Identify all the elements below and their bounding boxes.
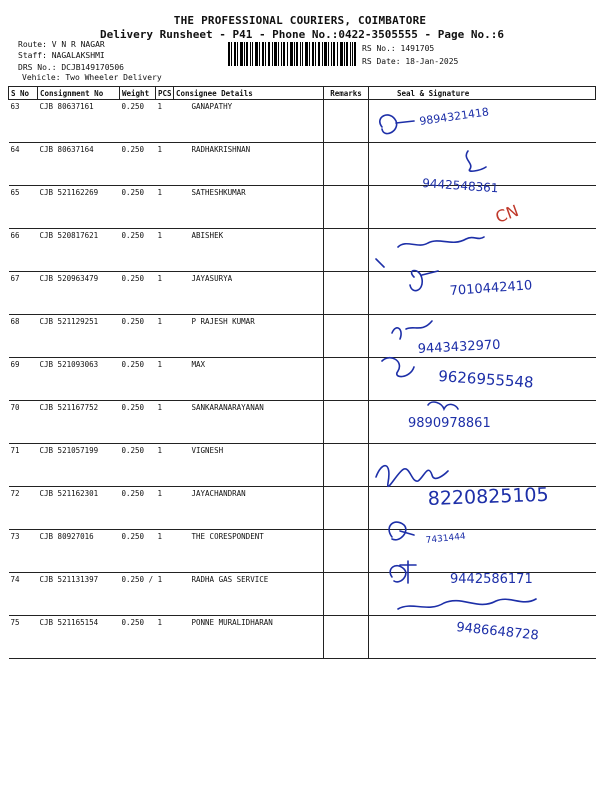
cell-remarks — [324, 401, 369, 444]
cell-sno: 64 — [9, 143, 38, 186]
handwritten-phone-63: 9894321418 — [418, 105, 490, 128]
cell-weight: 0.250 / 1 — [120, 573, 174, 616]
handwritten-phone-75: 9486648728 — [455, 620, 540, 644]
handwritten-phone-73: 7431444 — [425, 531, 467, 546]
cell-sno: 75 — [9, 616, 38, 659]
cell-consignee: JAYACHANDRAN — [174, 487, 324, 530]
signature-scribble-63 — [380, 115, 414, 134]
cell-sno: 63 — [9, 100, 38, 143]
cell-pcs: 1 — [156, 272, 174, 315]
staff: Staff: NAGALAKSHMI — [18, 51, 105, 60]
cell-consignee: JAYASURYA — [174, 272, 324, 315]
header-sno: S No — [9, 87, 38, 100]
cell-remarks — [324, 616, 369, 659]
header-pcs: PCS — [156, 87, 174, 100]
cell-pcs: 1 — [156, 315, 174, 358]
vehicle: Vehicle: Two Wheeler Delivery — [22, 73, 162, 82]
cell-weight: 0.250 — [120, 229, 156, 272]
cell-consignee: MAX — [174, 358, 324, 401]
cell-pcs: 1 — [156, 444, 174, 487]
cell-pcs: 1 — [156, 143, 174, 186]
cell-weight: 0.250 — [120, 616, 156, 659]
cell-remarks — [324, 100, 369, 143]
cell-pcs: 1 — [156, 401, 174, 444]
cell-weight: 0.250 — [120, 401, 156, 444]
cell-remarks — [324, 358, 369, 401]
header-consignee-details: Consignee Details — [174, 87, 324, 100]
cell-sno: 69 — [9, 358, 38, 401]
header-seal-signature: Seal & Signature — [369, 87, 596, 100]
handwritten-signatures — [370, 99, 600, 649]
table-header-row — [9, 87, 596, 100]
cell-remarks — [324, 272, 369, 315]
cell-remarks — [324, 186, 369, 229]
handwritten-mark-66: CN — [492, 200, 522, 227]
cell-consignee: P RAJESH KUMAR — [174, 315, 324, 358]
cell-consignment-no: CJB 521165154 — [38, 616, 120, 659]
cell-sno: 70 — [9, 401, 38, 444]
header-weight: Weight — [120, 87, 156, 100]
cell-weight: 0.250 — [120, 444, 156, 487]
cell-weight: 0.250 — [120, 530, 156, 573]
rs-no: RS No.: 1491705 — [362, 44, 435, 53]
cell-remarks — [324, 530, 369, 573]
cell-consignment-no: CJB 80637161 — [38, 100, 120, 143]
cell-pcs: 1 — [156, 530, 174, 573]
cell-consignee: GANAPATHY — [174, 100, 324, 143]
cell-sno: 66 — [9, 229, 38, 272]
signature-scribble-66 — [398, 237, 484, 247]
handwritten-phone-72: 8220825105 — [427, 483, 549, 510]
header-consignment-no: Consignment No — [38, 87, 120, 100]
cell-weight: 0.250 — [120, 358, 156, 401]
signature-scribble-69 — [382, 358, 414, 377]
cell-remarks — [324, 444, 369, 487]
cell-weight: 0.250 — [120, 100, 156, 143]
runsheet-title: THE PROFESSIONAL COURIERS, COIMBATORE — [173, 14, 427, 27]
cell-pcs: 1 — [156, 229, 174, 272]
rs-date: RS Date: 18-Jan-2025 — [362, 57, 459, 66]
cell-remarks — [324, 143, 369, 186]
cell-weight: 0.250 — [120, 487, 156, 530]
cell-consignment-no: CJB 521162269 — [38, 186, 120, 229]
cell-sno: 65 — [9, 186, 38, 229]
header-remarks: Remarks — [324, 87, 369, 100]
cell-consignee: SATHESHKUMAR — [174, 186, 324, 229]
cell-weight: 0.250 — [120, 315, 156, 358]
cell-consignee: ABISHEK — [174, 229, 324, 272]
route: Route: V N R NAGAR — [18, 40, 105, 49]
cell-sno: 73 — [9, 530, 38, 573]
cell-consignee: PONNE MURALIDHARAN — [174, 616, 324, 659]
signature-scribble-72 — [376, 466, 448, 487]
signature-scribble-73 — [389, 522, 414, 540]
cell-pcs: 1 — [156, 616, 174, 659]
cell-consignment-no: CJB 521057199 — [38, 444, 120, 487]
drs-no: DRS No.: DCJB149170506 — [18, 63, 124, 72]
cell-remarks — [324, 487, 369, 530]
cell-consignment-no: CJB 521162301 — [38, 487, 120, 530]
signature-scribble-70 — [428, 402, 458, 409]
cell-consignment-no: CJB 80637164 — [38, 143, 120, 186]
cell-consignee: SANKARANARAYANAN — [174, 401, 324, 444]
cell-remarks — [324, 573, 369, 616]
handwritten-phone-64: 9442548361 — [421, 176, 499, 196]
runsheet-subtitle: Delivery Runsheet - P41 - Phone No.:0422-3505555 - Page No.:6 — [100, 28, 504, 41]
cell-pcs: 1 — [156, 358, 174, 401]
handwritten-phone-70: 9890978861 — [408, 416, 491, 431]
cell-weight: 0.250 — [120, 143, 156, 186]
handwritten-phone-67: 7010442410 — [449, 278, 533, 299]
cell-weight: 0.250 — [120, 186, 156, 229]
handwritten-phone-74: 9442586171 — [450, 572, 533, 587]
cell-weight: 0.250 — [120, 272, 156, 315]
cell-remarks — [324, 229, 369, 272]
cell-consignment-no: CJB 521131397 — [38, 573, 120, 616]
cell-consignment-no: CJB 520817621 — [38, 229, 120, 272]
cell-consignee: RADHA GAS SERVICE — [174, 573, 324, 616]
cell-consignee: THE CORESPONDENT — [174, 530, 324, 573]
cell-consignment-no: CJB 521093063 — [38, 358, 120, 401]
cell-consignment-no: CJB 520963479 — [38, 272, 120, 315]
handwritten-phone-69: 9626955548 — [437, 367, 535, 392]
cell-sno: 74 — [9, 573, 38, 616]
signature-scribble-68 — [392, 321, 432, 339]
cell-sno: 72 — [9, 487, 38, 530]
barcode-image — [228, 42, 356, 66]
signature-scribble-64 — [466, 151, 486, 171]
cell-consignment-no: CJB 521167752 — [38, 401, 120, 444]
cell-sno: 71 — [9, 444, 38, 487]
handwritten-phone-68: 9443432970 — [417, 337, 501, 357]
cell-consignment-no: CJB 521129251 — [38, 315, 120, 358]
cell-consignment-no: CJB 80927016 — [38, 530, 120, 573]
cell-pcs: 1 — [156, 487, 174, 530]
signature-scribble-75 — [398, 599, 536, 609]
signature-scribble-74 — [390, 561, 416, 583]
cell-pcs: 1 — [156, 100, 174, 143]
cell-sno: 67 — [9, 272, 38, 315]
cell-remarks — [324, 315, 369, 358]
cell-pcs: 1 — [156, 186, 174, 229]
cell-consignee: RADHAKRISHNAN — [174, 143, 324, 186]
cell-consignee: VIGNESH — [174, 444, 324, 487]
cell-sno: 68 — [9, 315, 38, 358]
signature-scribble-67 — [376, 259, 438, 291]
